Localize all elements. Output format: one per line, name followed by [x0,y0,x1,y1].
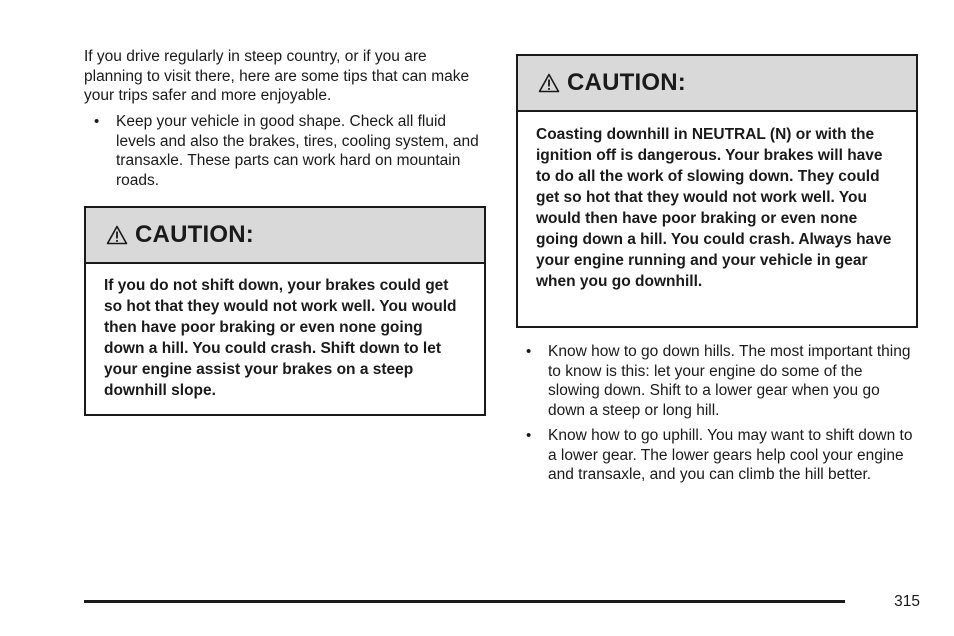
bullet-marker: • [526,343,532,360]
caution-title: CAUTION: [567,69,686,96]
warning-triangle-icon [538,73,560,93]
footer-rule [84,600,845,603]
bullet-text: Keep your vehicle in good shape. Check all fluid levels and also the brakes, tires, cooling system, and transaxle. These parts can work hard on mountain roads. [116,113,479,189]
caution-box-shift-down [84,206,486,416]
right-bullet-list [516,342,918,491]
bullet-text: Know how to go down hills. The most important thing to know is this: let your engine do some of the slowing down. Shift to a lower gear when you go down a steep or long hill. [548,343,911,419]
list-item [84,112,486,190]
list-item [516,426,918,485]
bullet-marker: • [526,427,532,444]
page-number: 315 [894,593,920,610]
caution-header [86,208,484,264]
list-item [516,342,918,420]
caution-text: If you do not shift down, your brakes could get so hot that they would not work well. You would then have poor braking or even none going down a hill. You could crash. Shift down to let your engine assist your brakes on a steep downhill slope. [104,277,457,399]
caution-box-coasting [516,54,918,328]
warning-triangle-icon [106,225,128,245]
bullet-text: Know how to go uphill. You may want to shift down to a lower gear. The lower gears help cool your engine and transaxle, and you can climb the hill better. [548,427,913,483]
caution-title: CAUTION: [135,221,254,248]
caution-text: Coasting downhill in NEUTRAL (N) or with the ignition off is dangerous. Your brakes will have to do all the work of slowing down. They could get so hot that they would not work well. You would then have poor braking or even none going down a hill. You could crash. Always have your engine running and your vehicle in gear when you go downhill. [536,126,892,290]
caution-header [518,56,916,112]
intro-paragraph: If you drive regularly in steep country, or if you are planning to visit there, here are some tips that can make your trips safer and more enjoyable. [84,48,470,104]
bullet-marker: • [94,113,100,130]
left-bullet-list [84,112,486,190]
